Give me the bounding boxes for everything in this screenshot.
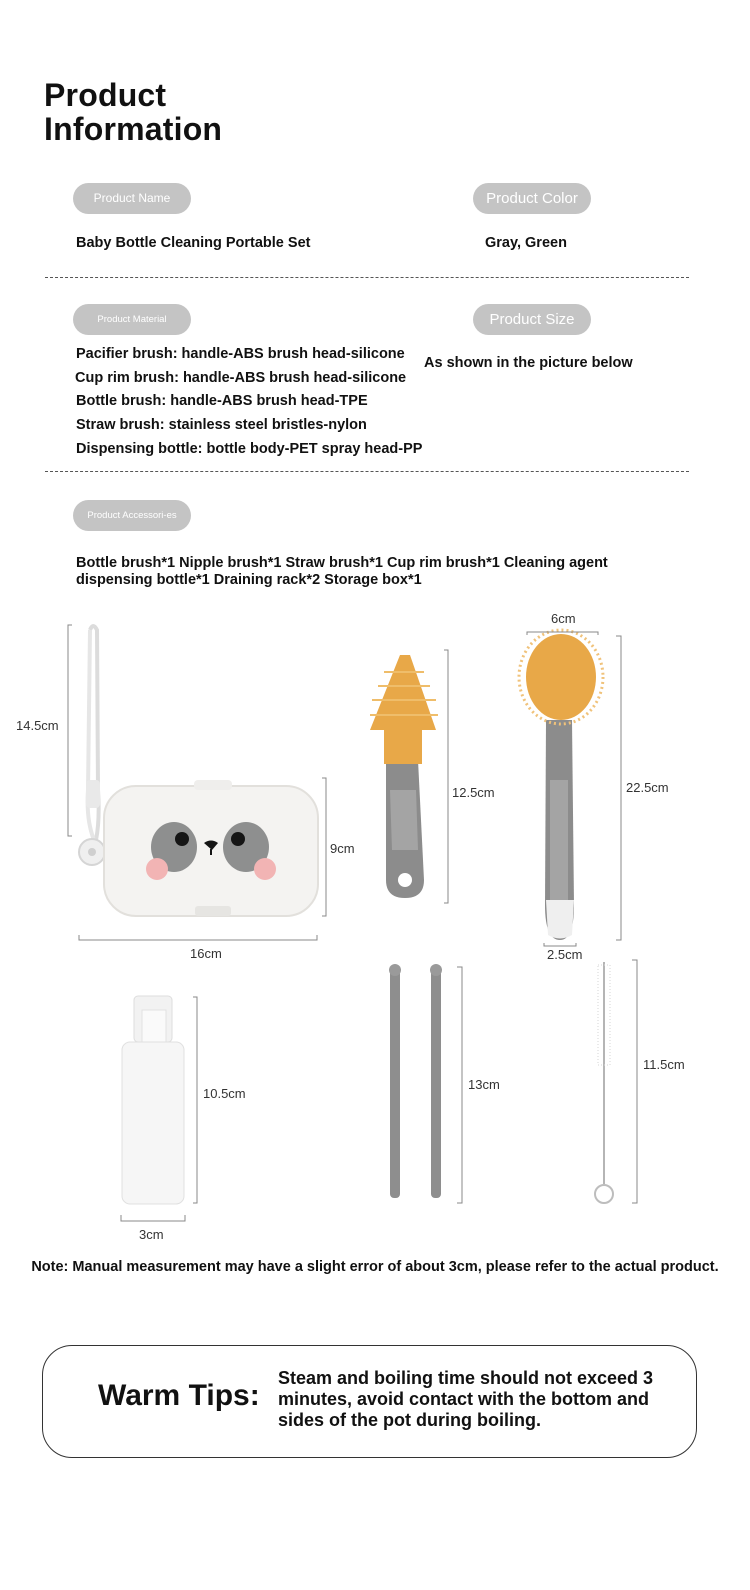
measurement-note: Note: Manual measurement may have a slight error of about 3cm, please refer to the actual product.	[31, 1259, 719, 1275]
divider	[45, 471, 689, 472]
material-line: Dispensing bottle: bottle body-PET spray head-PP	[76, 440, 423, 457]
page-title	[44, 78, 222, 146]
straw-brush-image	[595, 962, 613, 1203]
material-line: Bottle brush: handle-ABS brush head-TPE	[76, 393, 368, 410]
material-line: Cup rim brush: handle-ABS brush head-silicone	[75, 369, 407, 386]
dimension-label: 2.5cm	[547, 947, 583, 962]
product-accessories-value: Bottle brush*1 Nipple brush*1 Straw brush*1 Cup rim brush*1 Cleaning agent dispensing bottle*1 Draining rack*2 Storage box*1	[76, 555, 608, 588]
dimension-label: 3cm	[139, 1227, 164, 1242]
product-size-label: Product Size	[473, 304, 591, 335]
product-material-label: Product Material	[73, 304, 191, 335]
dimension-label: 9cm	[330, 841, 355, 856]
draining-rack-image	[389, 964, 442, 1198]
dimension-label: 13cm	[468, 1077, 500, 1092]
dimension-label: 11.5cm	[643, 1057, 685, 1072]
nipple-brush-image	[370, 655, 438, 898]
dimension-label: 22.5cm	[626, 780, 669, 795]
storage-box-image	[79, 626, 318, 916]
bottle-brush-image	[519, 630, 603, 940]
divider	[45, 277, 689, 278]
dimension-label: 12.5cm	[452, 785, 495, 800]
material-list	[76, 343, 422, 462]
product-color-label: Product Color	[473, 183, 591, 214]
product-name-label: Product Name	[73, 183, 191, 214]
dimension-label: 10.5cm	[203, 1086, 246, 1101]
product-illustration	[0, 600, 750, 1250]
material-line: Straw brush: stainless steel bristles-nylon	[76, 417, 367, 434]
dimension-label: 6cm	[551, 611, 576, 626]
product-name-value: Baby Bottle Cleaning Portable Set	[76, 235, 311, 251]
warm-tips-text: Steam and boiling time should not exceed 3 minutes, avoid contact with the bottom and sides of the pot during boiling.	[278, 1368, 654, 1430]
page-title-line1: Product	[44, 77, 167, 113]
warm-tips-title: Warm Tips:	[98, 1379, 260, 1412]
product-size-value: As shown in the picture below	[424, 355, 633, 371]
dimension-label: 14.5cm	[16, 718, 59, 733]
product-color-value: Gray, Green	[485, 235, 567, 251]
spray-bottle-image	[122, 996, 184, 1204]
page-title-line2: Information	[44, 111, 223, 147]
material-line: Pacifier brush: handle-ABS brush head-silicone	[76, 346, 405, 362]
dimension-label: 16cm	[190, 946, 222, 961]
product-accessories-label: Product Accessori-es	[73, 500, 191, 531]
